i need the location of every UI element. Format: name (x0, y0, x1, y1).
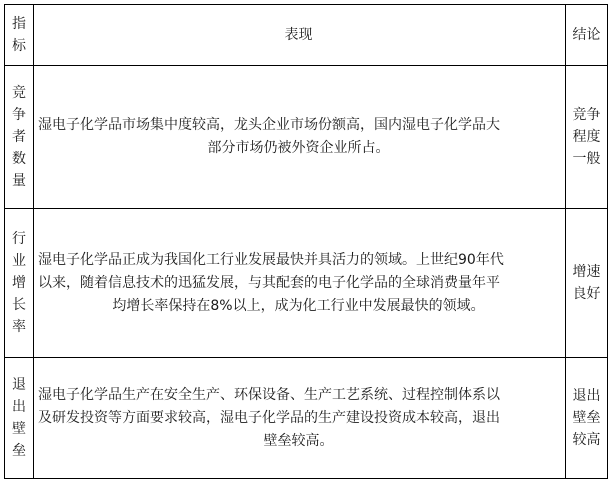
indicator-char: 出 (12, 399, 26, 415)
indicator-char: 长 (12, 297, 26, 313)
indicator-char: 退 (12, 377, 26, 393)
header-indicator-char: 指 (12, 16, 26, 32)
conclusion-cell (566, 66, 608, 209)
performance-line: 湿电子化学品生产在安全生产、环保设备、生产工艺系统、过程控制体系以 (38, 386, 500, 403)
table-header-row (5, 5, 608, 66)
performance-cell (34, 209, 566, 358)
performance-line: 以来，随着信息技术的迅猛发展，与其配套的电子化学品的全球消费量年平 (38, 274, 500, 291)
indicator-char: 争 (12, 107, 26, 123)
indicator-char: 数 (12, 151, 26, 167)
header-indicator-char: 标 (12, 38, 26, 54)
conclusion-line: 退出 (572, 388, 601, 404)
conclusion-line: 竞争 (572, 107, 601, 123)
header-performance: 表现 (34, 5, 566, 66)
conclusion-cell (566, 209, 608, 358)
indicator-char: 垒 (12, 443, 26, 459)
analysis-table-container (4, 4, 607, 479)
conclusion-cell (566, 358, 608, 479)
performance-line: 及研发投资等方面要求较高，湿电子化学品的生产建设投资成本较高，退出 (38, 409, 500, 426)
conclusion-line: 程度 (572, 129, 601, 145)
competition-analysis-table (4, 4, 608, 479)
table-row (5, 209, 608, 358)
indicator-cell (5, 66, 34, 209)
header-conclusion: 结论 (566, 5, 608, 66)
indicator-cell (5, 358, 34, 479)
indicator-char: 率 (12, 319, 26, 335)
performance-line: 部分市场仍被外资企业所占。 (207, 140, 390, 156)
indicator-char: 量 (12, 173, 26, 189)
conclusion-line: 良好 (572, 286, 601, 302)
indicator-char: 行 (12, 231, 26, 247)
performance-cell (34, 66, 566, 209)
performance-line: 湿电子化学品市场集中度较高，龙头企业市场份额高，国内湿电子化学品大 (38, 117, 500, 133)
indicator-char: 壁 (12, 421, 26, 437)
indicator-char: 业 (12, 253, 26, 269)
performance-cell (34, 358, 566, 479)
performance-line: 壁垒较高。 (263, 432, 334, 449)
conclusion-line: 壁垒 (572, 410, 601, 426)
performance-line: 均增长率保持在8%以上，成为化工行业中发展最快的领域。 (112, 297, 485, 314)
conclusion-line: 增速 (572, 264, 601, 280)
indicator-char: 增 (12, 275, 26, 291)
performance-line: 湿电子化学品正成为我国化工行业发展最快并具活力的领域。上世纪90年代 (38, 251, 504, 268)
header-indicator (5, 5, 34, 66)
conclusion-line: 一般 (572, 151, 601, 167)
table-row (5, 358, 608, 479)
table-row (5, 66, 608, 209)
indicator-cell (5, 209, 34, 358)
indicator-char: 竞 (12, 85, 26, 101)
indicator-char: 者 (12, 129, 26, 145)
conclusion-line: 较高 (572, 432, 601, 448)
